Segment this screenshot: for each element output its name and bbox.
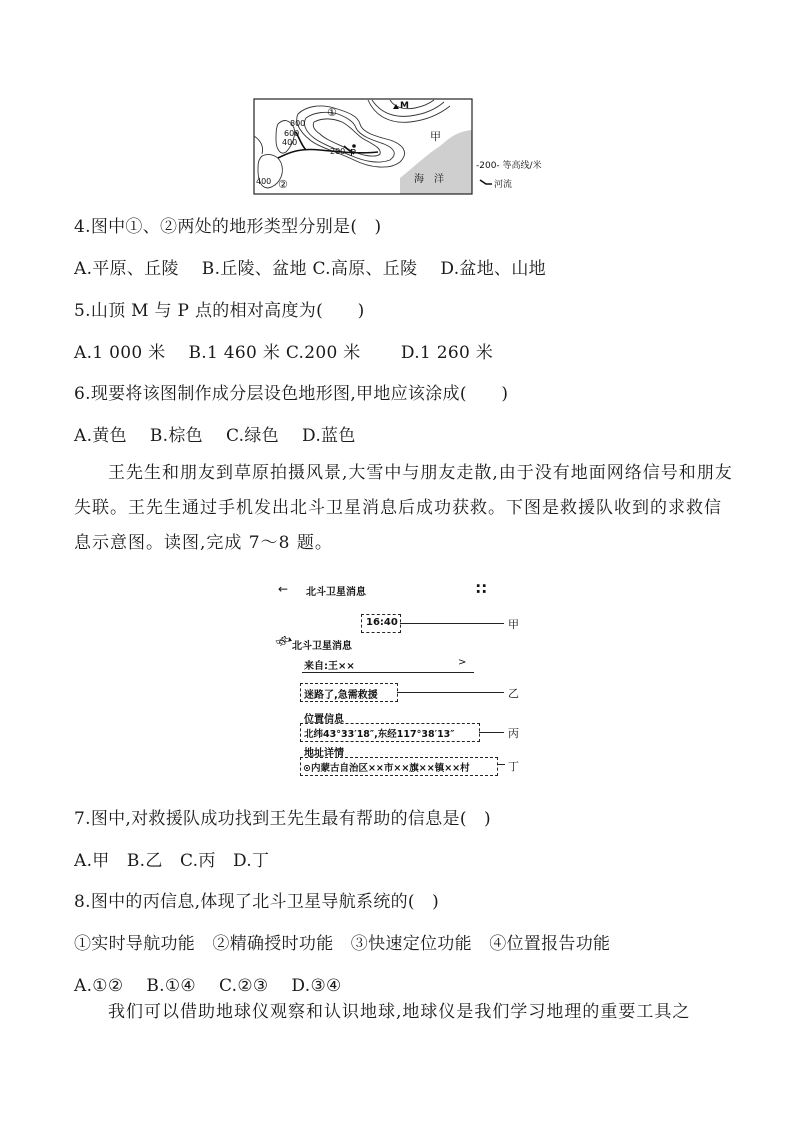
menu-icon: ∷ xyxy=(476,580,487,598)
satellite-icon: 🛰 xyxy=(273,630,296,653)
leader-ding xyxy=(497,764,505,765)
leader-bing xyxy=(479,732,504,733)
tag-ding: 丁 xyxy=(508,760,519,773)
legend-river: 河流 xyxy=(494,180,513,190)
river-legend-icon xyxy=(480,180,492,184)
map-label-jia: 甲 xyxy=(430,130,441,143)
passage-globe: 我们可以借助地球仪观察和认识地球,地球仪是我们学习地理的重要工具之 xyxy=(108,1002,691,1022)
address-title: 地址详情 xyxy=(304,748,344,759)
q4-stem: 4.图中①、②两处的地形类型分别是( ) xyxy=(74,217,382,237)
time-text: 16:40 xyxy=(366,617,398,628)
contour-200-label: 200 xyxy=(330,147,346,156)
contour-400b-label: 400 xyxy=(256,177,272,186)
q4-options: A.平原、丘陵 B.丘陵、盆地 C.高原、丘陵 D.盆地、山地 xyxy=(74,259,546,279)
map-label-sea: 海 洋 xyxy=(414,174,444,185)
tag-yi: 乙 xyxy=(508,687,519,700)
q8-options: A.①② B.①④ C.②③ D.③④ xyxy=(74,976,342,996)
map-label-p: P xyxy=(350,148,357,159)
q6-stem: 6.现要将该图制作成分层设色地形图,甲地应该涂成( ) xyxy=(74,384,509,404)
map-label-2: ② xyxy=(278,178,288,191)
q7-stem: 7.图中,对救援队成功找到王先生最有帮助的信息是( ) xyxy=(74,809,491,829)
contour-map-figure xyxy=(250,96,560,198)
message-text: 迷路了,急需救援 xyxy=(304,690,378,701)
chevron-right-icon: > xyxy=(458,657,467,668)
legend-contour: -200- 等高线/米 xyxy=(476,161,542,171)
back-arrow-icon: ← xyxy=(278,582,289,596)
q7-options: A.甲 B.乙 C.丙 D.丁 xyxy=(74,851,270,871)
q6-options: A.黄色 B.棕色 C.绿色 D.蓝色 xyxy=(74,426,356,446)
beidou-message-figure xyxy=(270,582,530,782)
q8-stem: 8.图中的丙信息,体现了北斗卫星导航系统的( ) xyxy=(74,892,440,912)
message-header: 北斗卫星消息 xyxy=(306,587,366,598)
coords-text: 北纬43°33′18″,东经117°38′13″ xyxy=(304,729,455,740)
contour-600-label: 600 xyxy=(284,129,300,138)
contour-400-label: 400 xyxy=(282,138,298,147)
passage-rescue: 王先生和朋友到草原拍摄风景,大雪中与朋友走散,由于没有地面网络信号和朋友失联。王先生通过手机发出北斗卫星消息后成功获救。下图是救援队收到的求救信息示意图。读图,完成 7～8 题。 xyxy=(74,463,733,553)
tag-jia: 甲 xyxy=(508,618,519,631)
leader-jia xyxy=(400,623,504,624)
map-label-1: ① xyxy=(327,106,337,119)
satellite-label: 北斗卫星消息 xyxy=(292,641,352,652)
q5-stem: 5.山顶 M 与 P 点的相对高度为( ) xyxy=(74,301,365,321)
sender-underline xyxy=(302,672,474,673)
leader-yi xyxy=(397,692,504,693)
sender: 来自:王×× xyxy=(304,661,355,672)
q8-items: ①实时导航功能 ②精确授时功能 ③快速定位功能 ④位置报告功能 xyxy=(74,934,611,954)
address-text: ⊙内蒙古自治区××市××旗××镇××村 xyxy=(303,763,470,774)
map-label-m: M xyxy=(400,101,409,111)
contour-800-label: 800 xyxy=(290,119,306,128)
location-title: 位置信息 xyxy=(304,714,344,725)
tag-bing: 丙 xyxy=(508,727,519,740)
q5-options: A.1 000 米 B.1 460 米 C.200 米 D.1 260 米 xyxy=(74,343,494,363)
